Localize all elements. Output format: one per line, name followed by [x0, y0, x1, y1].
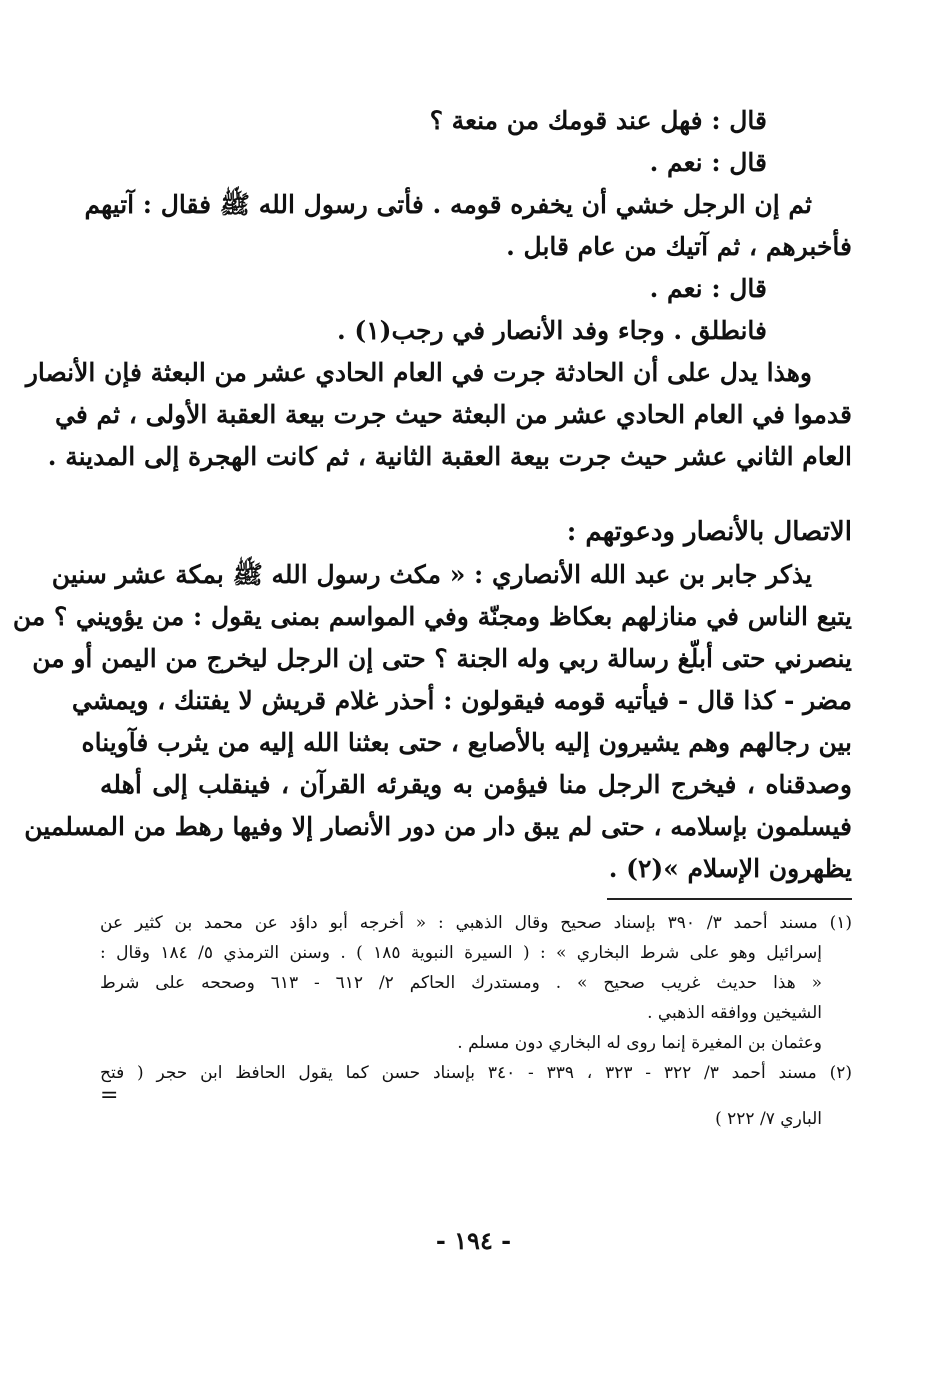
section-text — [12, 554, 852, 890]
page-number: - ١٩٤ - — [435, 1226, 512, 1255]
footnote-line: وعثمان بن المغيرة إنما روى له البخاري دون مسلم . — [457, 1033, 822, 1053]
main-text — [25, 100, 852, 478]
footnote-rule — [607, 898, 852, 900]
text-line: العام الثاني عشر حيث جرت بيعة العقبة الثانية ، ثم كانت الهجرة إلى المدينة . — [47, 442, 852, 471]
footnote-line: (٢) مسند أحمد ٣/ ٣٢٢ - ٣٢٣ ، ٣٣٩ - ٣٤٠ بإسناد حسن كما يقول الحافظ ابن حجر ( فتح — [100, 1063, 852, 1083]
text-line: مضر - كذا قال - فيأتيه قومه فيقولون : أحذر غلام قريش لا يفتنك ، ويمشي — [71, 686, 852, 715]
text-line: يذكر جابر بن عبد الله الأنصاري : « مكث رسول الله ﷺ بمكة عشر سنين — [51, 560, 812, 589]
footnote-line: الباري ٧/ ٢٢٢ ) — [715, 1109, 822, 1129]
footnotes — [100, 898, 852, 1134]
section-heading: الاتصال بالأنصار ودعوتهم : — [566, 517, 852, 547]
footnote-line: إسرائيل وهو على شرط البخاري » : ( السيرة النبوية ١٨٥ ) . وسنن الترمذي ٥/ ١٨٤ وقال : — [100, 943, 823, 963]
text-line: يظهرون الإسلام »(٢) . — [608, 854, 852, 883]
footnote-line: « هذا حديث غريب صحيح » . ومستدرك الحاكم ٢/ ٦١٢ - ٦١٣ وصححه على شرط — [100, 973, 822, 993]
text-line: ينصرني حتى أبلّغ رسالة ربي وله الجنة ؟ حتى إن الرجل ليخرج من اليمن أو من — [32, 644, 852, 673]
footnote-line: الشيخين ووافقه الذهبي . — [647, 1003, 822, 1023]
footnote-line: (١) مسند أحمد ٣/ ٣٩٠ بإسناد صحيح وقال الذهبي : « أخرجه أبو داؤد عن محمد بن كثير عن — [100, 913, 852, 933]
text-line: فيسلمون بإسلامه ، حتى لم يبق دار من دور الأنصار إلا وفيها رهط من المسلمين — [24, 812, 852, 841]
text-line: قال : نعم . — [649, 148, 767, 177]
text-line: وهذا يدل على أن الحادثة جرت في العام الحادي عشر من البعثة فإن الأنصار — [25, 358, 812, 387]
text-line: قال : نعم . — [649, 274, 767, 303]
text-line: قال : فهل عند قومك من منعة ؟ — [429, 106, 767, 135]
text-line: بين رجالهم وهم يشيرون إليه بالأصابع ، حتى بعثنا الله إليه من يثرب فآويناه — [81, 728, 852, 757]
text-line: قدموا في العام الحادي عشر من البعثة حيث جرت بيعة العقبة الأولى ، ثم في — [55, 400, 852, 429]
text-line: وصدقناه ، فيخرج الرجل منا فيؤمن به ويقرئه القرآن ، فينقلب إلى أهله — [100, 770, 852, 799]
continuation-mark: = — [100, 1083, 119, 1108]
text-line: فأخبرهم ، ثم آتيك من عام قابل . — [506, 232, 852, 261]
text-line: يتبع الناس في منازلهم بعكاظ ومجنّة وفي المواسم بمنى يقول : من يؤويني ؟ من — [12, 602, 852, 631]
text-line: ثم إن الرجل خشي أن يخفره قومه . فأتى رسول الله ﷺ فقال : آتيهم — [84, 190, 812, 219]
text-line: فانطلق . وجاء وفد الأنصار في رجب(١) . — [336, 316, 767, 345]
